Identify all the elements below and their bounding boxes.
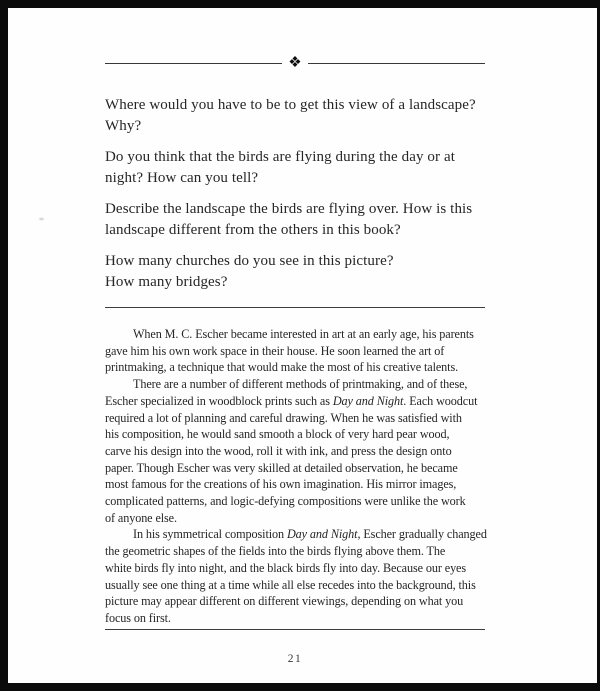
question-line: Do you think that the birds are flying during the day or at	[105, 149, 455, 165]
question-block	[105, 251, 485, 293]
ornament-rule-right	[308, 63, 485, 64]
body-paragraph	[105, 376, 485, 526]
body-line	[105, 326, 485, 343]
body-text-segment: complicated patterns, and logic-defying compositions were unlike the work	[105, 494, 466, 509]
body-line	[105, 410, 485, 427]
body-line	[105, 493, 485, 510]
body-line	[105, 577, 485, 594]
scan-artifact	[38, 217, 45, 221]
body-text-segment: printmaking, a technique that would make the most of his creative talents.	[105, 360, 459, 375]
body-line	[105, 376, 485, 393]
body-text-segment: most famous for the creations of his own imagination. His mirror images,	[105, 477, 457, 492]
body-text-segment: his composition, he would sand smooth a block of very hard pear wood,	[105, 427, 450, 442]
question-line: Why?	[105, 118, 142, 134]
body-text-segment: focus on first.	[105, 610, 171, 625]
header-ornament-rule	[105, 55, 485, 71]
question-line: How many bridges?	[105, 274, 228, 290]
body-line	[105, 443, 485, 460]
body-line	[105, 610, 485, 627]
body-paragraph	[105, 326, 485, 376]
body-text-segment: carve his design into the wood, roll it with ink, and press the design onto	[105, 443, 452, 458]
body-text-section	[105, 326, 485, 627]
body-line	[105, 426, 485, 443]
body-text-segment: , Escher gradually changed	[357, 527, 487, 542]
body-text-segment: . Each woodcut	[403, 393, 478, 408]
body-line	[105, 476, 485, 493]
italic-title-text: Day and Night	[286, 527, 358, 542]
body-paragraph	[105, 526, 485, 626]
body-text-segment: gave him his own work space in their house. He soon learned the art of	[105, 343, 445, 358]
question-line: Where would you have to be to get this view of a landscape?	[105, 97, 476, 113]
section-divider-bottom	[105, 629, 485, 630]
body-text-segment: the geometric shapes of the fields into the birds flying above them. The	[105, 544, 446, 559]
ornament-rule-left	[105, 63, 282, 64]
italic-title-text: Day and Night	[332, 393, 404, 408]
question-block	[105, 199, 485, 241]
body-text-segment: When M. C. Escher became interested in art at an early age, his parents	[133, 327, 474, 341]
body-text-segment: paper. Though Escher was very skilled at detailed observation, he became	[105, 460, 458, 475]
diamond-ornament-icon: ❖	[288, 55, 302, 71]
body-text-segment: picture may appear different on different viewings, depending on what you	[105, 594, 464, 609]
body-line	[105, 560, 485, 577]
question-block	[105, 95, 485, 137]
body-text-segment: usually see one thing at a time while all else recedes into the background, this	[105, 577, 476, 592]
question-line: landscape different from the others in this book?	[105, 222, 401, 238]
body-text-segment: In his symmetrical composition	[133, 527, 287, 542]
book-page	[8, 8, 597, 683]
body-text-segment: of anyone else.	[105, 510, 177, 525]
body-line	[105, 510, 485, 527]
page-number: 21	[287, 652, 303, 665]
body-line	[105, 359, 485, 376]
body-text-segment: Escher specialized in woodblock prints such as	[105, 393, 333, 408]
question-block	[105, 147, 485, 189]
body-text-segment: required a lot of planning and careful drawing. When he was satisfied with	[105, 410, 462, 425]
body-text-segment: white birds fly into night, and the black birds fly into day. Because our eyes	[105, 560, 467, 575]
body-line	[105, 526, 485, 543]
body-line	[105, 393, 485, 410]
body-line	[105, 543, 485, 560]
question-line: Describe the landscape the birds are flying over. How is this	[105, 201, 473, 217]
body-line	[105, 343, 485, 360]
section-divider-top	[105, 307, 485, 308]
body-line	[105, 593, 485, 610]
body-text-segment: There are a number of different methods of printmaking, and of these,	[133, 377, 468, 392]
question-line: How many churches do you see in this picture?	[105, 253, 394, 269]
question-line: night? How can you tell?	[105, 170, 259, 186]
questions-section	[105, 95, 485, 293]
body-line	[105, 460, 485, 477]
